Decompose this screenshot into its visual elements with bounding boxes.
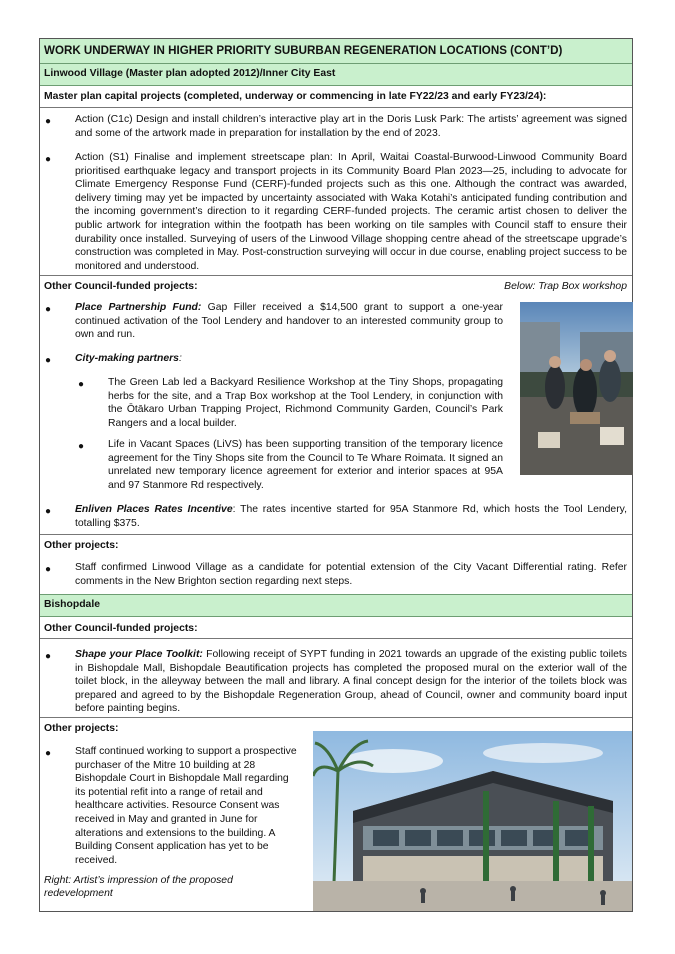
bishopdale-council-heading: Other Council-funded projects: — [44, 623, 198, 634]
bishopdale-other-item: Staff continued working to support a prospective purchaser of the Mitre 10 building at 28 Bishopdale Court in Bishopdale Mall regarding its potential refit into a range of retail and healthcare activities. Resource Consent was received in May and granted in June for alterations and extensions to the building. A Building Consent application has yet to be received. — [75, 746, 297, 866]
bullet-icon: ● — [45, 651, 52, 662]
bullet-icon: ● — [45, 304, 52, 315]
linwood-other-heading: Other projects: — [44, 540, 119, 551]
bullet-icon: ● — [45, 355, 52, 366]
master-item-s1: Action (S1) Finalise and implement streetscape plan: In April, Waitai Coastal-Burwood-Linwood Community Board prioritised earthquake legacy and transport projects in its Community Board Plan 2023—25, including to advocate for Climate Emergency Response Fund (CERF)-funded projects such as this one. Although the contract was awarded, delivery timing may yet be impacted by uncertainty associated with Waka Kotahi’s anticipated funding contribution and the incoming government’s direction to it regarding CERF-funded projects. The ceramic artist chosen to deliver the public artwork for integration within the footpath has been working on tile samples with Council staff to ensure their durability once installed. Surveying of users of the Linwood Village shopping centre ahead of the streetscape upgrade’s construction was completed in May. Post-construction surveying will occur in due course, enabling project success to be monitored and understood. — [75, 152, 627, 272]
cmp-item-livs: Life in Vacant Spaces (LiVS) has been supporting transition of the temporary licence agreement for the Tiny Shops site from the Council to Te Whare Roimata. It signed an unrelated new temporary licence agreement for exterior and interior spaces at 95A and 97 Stanmore Rd respectively. — [108, 439, 503, 491]
spt-label: Shape your Place Toolkit: — [75, 649, 203, 660]
bullet-icon: ● — [78, 379, 85, 390]
city-making-partners-item — [75, 352, 503, 366]
spt-text: Following receipt of SYPT funding in 2021 towards an upgrade of the existing public toilets in Bishopdale Mall, Bishopdale Beautification projects has completed the proposed mural on the exterior wall of the toilet block, in the alleyway between the mall and library. A final concept design for the interior of the toilets block was prepared and agreed to by the Bishopdale Regeneration Group, ahead of Council, owner and community board input before painting begins. — [75, 649, 628, 715]
ppf-text: Gap Filler received a $14,500 grant to support a one-year continued activation of the Tool Lendery and handover to an interested community group to own and run. — [75, 302, 503, 341]
bishopdale-other-heading: Other projects: — [44, 723, 119, 734]
master-plan-row — [40, 86, 632, 108]
ppf-label: Place Partnership Fund: — [75, 302, 202, 313]
trap-box-workshop-photo — [520, 302, 633, 475]
photo-caption-trapbox: Below: Trap Box workshop — [504, 281, 627, 292]
bullet-icon: ● — [78, 441, 85, 452]
epri-label: Enliven Places Rates Incentive — [75, 504, 233, 515]
bullet-icon: ● — [45, 116, 52, 127]
bullet-icon: ● — [45, 154, 52, 165]
bishopdale-title: Bishopdale — [40, 594, 632, 617]
master-plan-heading: Master plan capital projects (completed, underway or commencing in late FY22/23 and early FY23/24): — [44, 91, 547, 102]
redevelopment-caption: Right: Artist’s impression of the proposed redevelopment — [44, 875, 233, 900]
epri-text: : The rates incentive started for 95A Stanmore Rd, which hosts the Tool Lendery, totalling $375. — [75, 504, 627, 529]
cmp-item-green-lab: The Green Lab led a Backyard Resilience Workshop at the Tiny Shops, propagating herbs for the site, and a Trap Box workshop at the Tool Lendery, in conjunction with the Ōtākaro Urban Trapping Project, Richmond Community Garden, Council’s Park Rangers and a local builder. — [108, 377, 503, 429]
master-item-c1c: Action (C1c) Design and install children’s interactive play art in the Doris Lusk Park: The artists’ agreement was signed and some of the artwork made in preparation for installation by the end of 2023. — [75, 114, 627, 139]
cmp-label: City-making partners — [75, 353, 179, 364]
linwood-council-row — [40, 275, 632, 296]
cmp-colon: : — [178, 353, 182, 364]
linwood-other-row — [40, 534, 632, 555]
bullet-icon: ● — [45, 748, 52, 759]
report-panel — [39, 38, 633, 912]
section-header: WORK UNDERWAY IN HIGHER PRIORITY SUBURBAN REGENERATION LOCATIONS (CONT’D) — [40, 39, 632, 64]
place-partnership-fund-item — [75, 301, 503, 342]
artist-impression-image — [313, 731, 632, 911]
bishopdale-council-row — [40, 617, 632, 639]
shape-your-place-item — [75, 648, 627, 716]
linwood-title: Linwood Village (Master plan adopted 2012)/Inner City East — [40, 64, 632, 86]
linwood-other-item: Staff confirmed Linwood Village as a candidate for potential extension of the City Vacant Differential rating. Refer comments in the New Brighton section regarding next steps. — [75, 562, 627, 587]
bullet-icon: ● — [45, 564, 52, 575]
bullet-icon: ● — [45, 506, 52, 517]
linwood-council-heading: Other Council-funded projects: — [44, 281, 198, 292]
enliven-places-item — [75, 503, 627, 530]
